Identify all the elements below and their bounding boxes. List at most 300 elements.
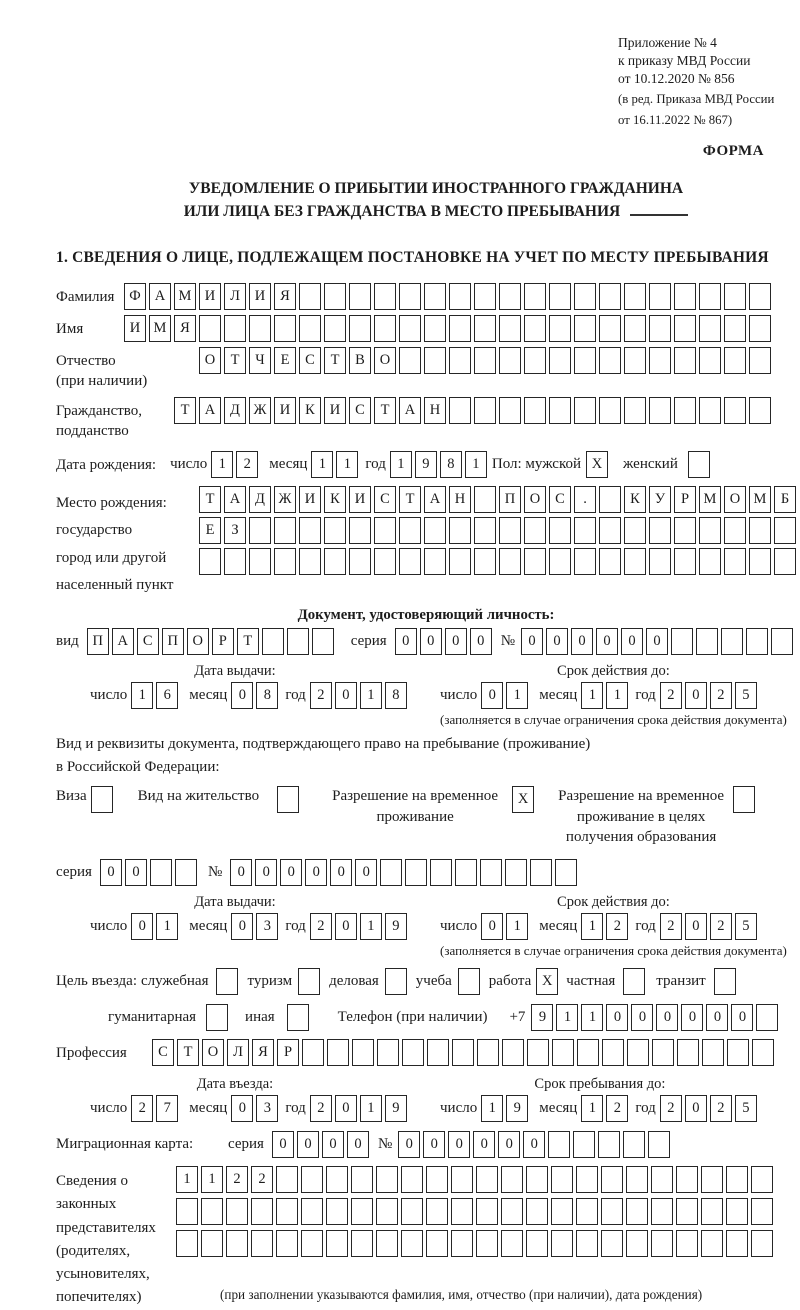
char-cell[interactable] — [474, 397, 496, 424]
char-cell[interactable] — [276, 1166, 298, 1193]
char-cell[interactable] — [549, 347, 571, 374]
char-cell[interactable] — [399, 347, 421, 374]
purpose-private-checkbox[interactable] — [623, 968, 645, 995]
char-cell[interactable]: 1 — [311, 451, 333, 478]
residence-valid-year-cells[interactable] — [660, 913, 760, 940]
char-cell[interactable]: 1 — [581, 1095, 603, 1122]
char-cell[interactable]: Н — [424, 397, 446, 424]
char-cell[interactable] — [477, 1039, 499, 1066]
char-cell[interactable]: 0 — [685, 913, 707, 940]
char-cell[interactable]: 1 — [360, 1095, 382, 1122]
residence-issue-day-cells[interactable] — [131, 913, 181, 940]
char-cell[interactable] — [626, 1166, 648, 1193]
char-cell[interactable] — [746, 628, 768, 655]
residence-issue-year-cells[interactable] — [310, 913, 410, 940]
char-cell[interactable] — [649, 347, 671, 374]
char-cell[interactable] — [549, 397, 571, 424]
char-cell[interactable] — [249, 315, 271, 342]
char-cell[interactable] — [201, 1198, 223, 1225]
char-cell[interactable] — [626, 1230, 648, 1257]
char-cell[interactable]: 1 — [506, 913, 528, 940]
char-cell[interactable] — [326, 1198, 348, 1225]
char-cell[interactable] — [652, 1039, 674, 1066]
char-cell[interactable]: Р — [277, 1039, 299, 1066]
char-cell[interactable]: 0 — [330, 859, 352, 886]
char-cell[interactable]: 0 — [255, 859, 277, 886]
char-cell[interactable] — [499, 347, 521, 374]
char-cell[interactable] — [402, 1039, 424, 1066]
char-cell[interactable] — [426, 1198, 448, 1225]
char-cell[interactable] — [399, 315, 421, 342]
char-cell[interactable]: 0 — [731, 1004, 753, 1031]
birth-month-cells[interactable] — [311, 451, 361, 478]
char-cell[interactable] — [774, 517, 796, 544]
char-cell[interactable] — [449, 347, 471, 374]
char-cell[interactable] — [499, 397, 521, 424]
char-cell[interactable] — [624, 517, 646, 544]
char-cell[interactable]: Н — [449, 486, 471, 513]
char-cell[interactable] — [624, 548, 646, 575]
char-cell[interactable] — [175, 859, 197, 886]
char-cell[interactable]: 9 — [531, 1004, 553, 1031]
char-cell[interactable]: К — [324, 486, 346, 513]
char-cell[interactable] — [377, 1039, 399, 1066]
char-cell[interactable]: 0 — [423, 1131, 445, 1158]
char-cell[interactable]: И — [349, 486, 371, 513]
char-cell[interactable]: О — [724, 486, 746, 513]
patronymic-cells[interactable] — [199, 347, 774, 374]
doc-issue-month-cells[interactable] — [231, 682, 281, 709]
given-name-cells[interactable] — [124, 315, 774, 342]
char-cell[interactable]: Т — [374, 397, 396, 424]
char-cell[interactable] — [649, 283, 671, 310]
char-cell[interactable] — [324, 315, 346, 342]
char-cell[interactable] — [752, 1039, 774, 1066]
char-cell[interactable] — [374, 283, 396, 310]
char-cell[interactable]: 1 — [360, 682, 382, 709]
residence-valid-month-cells[interactable] — [581, 913, 631, 940]
char-cell[interactable]: 1 — [211, 451, 233, 478]
char-cell[interactable] — [548, 1131, 570, 1158]
char-cell[interactable] — [451, 1230, 473, 1257]
char-cell[interactable] — [326, 1166, 348, 1193]
char-cell[interactable]: 0 — [681, 1004, 703, 1031]
char-cell[interactable]: 5 — [735, 682, 757, 709]
representatives-cells-row2[interactable] — [176, 1198, 776, 1225]
char-cell[interactable]: Т — [177, 1039, 199, 1066]
char-cell[interactable] — [505, 859, 527, 886]
char-cell[interactable]: 2 — [251, 1166, 273, 1193]
char-cell[interactable] — [524, 397, 546, 424]
purpose-study-checkbox[interactable] — [458, 968, 480, 995]
char-cell[interactable] — [374, 315, 396, 342]
char-cell[interactable] — [649, 315, 671, 342]
char-cell[interactable]: 2 — [710, 913, 732, 940]
char-cell[interactable] — [599, 548, 621, 575]
char-cell[interactable]: С — [549, 486, 571, 513]
char-cell[interactable]: 9 — [385, 913, 407, 940]
char-cell[interactable]: 0 — [231, 682, 253, 709]
char-cell[interactable]: И — [299, 486, 321, 513]
char-cell[interactable] — [455, 859, 477, 886]
char-cell[interactable] — [624, 397, 646, 424]
char-cell[interactable] — [598, 1131, 620, 1158]
char-cell[interactable]: 0 — [420, 628, 442, 655]
char-cell[interactable] — [651, 1230, 673, 1257]
char-cell[interactable]: З — [224, 517, 246, 544]
residence-number-cells[interactable] — [230, 859, 580, 886]
char-cell[interactable] — [749, 283, 771, 310]
stay-month-cells[interactable] — [581, 1095, 631, 1122]
char-cell[interactable] — [577, 1039, 599, 1066]
char-cell[interactable] — [599, 486, 621, 513]
purpose-tourism-checkbox[interactable] — [298, 968, 320, 995]
char-cell[interactable]: Т — [224, 347, 246, 374]
char-cell[interactable] — [424, 517, 446, 544]
char-cell[interactable]: 0 — [523, 1131, 545, 1158]
char-cell[interactable]: Я — [174, 315, 196, 342]
char-cell[interactable]: Т — [237, 628, 259, 655]
char-cell[interactable] — [551, 1166, 573, 1193]
char-cell[interactable] — [749, 315, 771, 342]
char-cell[interactable]: 1 — [606, 682, 628, 709]
char-cell[interactable] — [549, 548, 571, 575]
char-cell[interactable] — [430, 859, 452, 886]
char-cell[interactable]: С — [152, 1039, 174, 1066]
char-cell[interactable] — [599, 517, 621, 544]
char-cell[interactable]: О — [524, 486, 546, 513]
char-cell[interactable]: 0 — [335, 1095, 357, 1122]
mc-number-cells[interactable] — [398, 1131, 673, 1158]
char-cell[interactable] — [301, 1230, 323, 1257]
char-cell[interactable] — [349, 517, 371, 544]
char-cell[interactable] — [724, 315, 746, 342]
char-cell[interactable] — [756, 1004, 778, 1031]
doc-number-cells[interactable] — [521, 628, 796, 655]
char-cell[interactable]: 1 — [581, 913, 603, 940]
char-cell[interactable] — [474, 486, 496, 513]
residence-seriya-cells[interactable] — [100, 859, 200, 886]
char-cell[interactable]: 0 — [335, 682, 357, 709]
char-cell[interactable] — [524, 548, 546, 575]
char-cell[interactable] — [352, 1039, 374, 1066]
char-cell[interactable]: 1 — [506, 682, 528, 709]
char-cell[interactable]: 0 — [280, 859, 302, 886]
char-cell[interactable] — [726, 1198, 748, 1225]
char-cell[interactable] — [624, 347, 646, 374]
char-cell[interactable]: 0 — [631, 1004, 653, 1031]
char-cell[interactable] — [649, 397, 671, 424]
char-cell[interactable] — [674, 315, 696, 342]
char-cell[interactable]: Л — [227, 1039, 249, 1066]
char-cell[interactable] — [701, 1198, 723, 1225]
birth-day-cells[interactable] — [211, 451, 261, 478]
char-cell[interactable] — [574, 397, 596, 424]
char-cell[interactable]: Р — [674, 486, 696, 513]
char-cell[interactable] — [671, 628, 693, 655]
residence-valid-day-cells[interactable] — [481, 913, 531, 940]
char-cell[interactable]: 2 — [310, 682, 332, 709]
doc-issue-day-cells[interactable] — [131, 682, 181, 709]
char-cell[interactable]: Ж — [249, 397, 271, 424]
char-cell[interactable] — [276, 1230, 298, 1257]
char-cell[interactable] — [401, 1198, 423, 1225]
profession-cells[interactable] — [152, 1039, 777, 1066]
char-cell[interactable] — [601, 1230, 623, 1257]
char-cell[interactable]: 3 — [256, 1095, 278, 1122]
char-cell[interactable]: Т — [324, 347, 346, 374]
char-cell[interactable] — [299, 517, 321, 544]
char-cell[interactable] — [474, 347, 496, 374]
char-cell[interactable] — [599, 283, 621, 310]
char-cell[interactable]: Я — [274, 283, 296, 310]
char-cell[interactable] — [451, 1198, 473, 1225]
purpose-official-checkbox[interactable] — [216, 968, 238, 995]
char-cell[interactable]: М — [749, 486, 771, 513]
char-cell[interactable] — [576, 1230, 598, 1257]
char-cell[interactable]: Ф — [124, 283, 146, 310]
char-cell[interactable]: 9 — [385, 1095, 407, 1122]
char-cell[interactable] — [299, 315, 321, 342]
char-cell[interactable]: 0 — [231, 1095, 253, 1122]
char-cell[interactable]: А — [399, 397, 421, 424]
char-cell[interactable] — [724, 283, 746, 310]
birth-place-cells-row3[interactable] — [199, 548, 799, 575]
char-cell[interactable] — [696, 628, 718, 655]
char-cell[interactable] — [626, 1198, 648, 1225]
char-cell[interactable]: 0 — [355, 859, 377, 886]
char-cell[interactable]: У — [649, 486, 671, 513]
char-cell[interactable] — [574, 548, 596, 575]
char-cell[interactable] — [251, 1230, 273, 1257]
char-cell[interactable]: 2 — [660, 682, 682, 709]
char-cell[interactable]: И — [274, 397, 296, 424]
sex-female-checkbox[interactable] — [688, 451, 710, 478]
char-cell[interactable] — [474, 548, 496, 575]
char-cell[interactable]: 8 — [385, 682, 407, 709]
char-cell[interactable]: В — [349, 347, 371, 374]
char-cell[interactable] — [555, 859, 577, 886]
char-cell[interactable]: 0 — [445, 628, 467, 655]
char-cell[interactable] — [699, 347, 721, 374]
char-cell[interactable] — [176, 1198, 198, 1225]
char-cell[interactable] — [449, 517, 471, 544]
char-cell[interactable]: Л — [224, 283, 246, 310]
char-cell[interactable] — [623, 1131, 645, 1158]
char-cell[interactable]: 0 — [230, 859, 252, 886]
char-cell[interactable] — [526, 1198, 548, 1225]
char-cell[interactable]: 0 — [335, 913, 357, 940]
char-cell[interactable]: 0 — [448, 1131, 470, 1158]
char-cell[interactable]: Д — [224, 397, 246, 424]
char-cell[interactable]: 8 — [440, 451, 462, 478]
char-cell[interactable]: П — [499, 486, 521, 513]
char-cell[interactable] — [573, 1131, 595, 1158]
doc-valid-day-cells[interactable] — [481, 682, 531, 709]
char-cell[interactable] — [576, 1166, 598, 1193]
char-cell[interactable] — [399, 517, 421, 544]
entry-month-cells[interactable] — [231, 1095, 281, 1122]
char-cell[interactable] — [405, 859, 427, 886]
char-cell[interactable] — [501, 1166, 523, 1193]
char-cell[interactable]: 0 — [596, 628, 618, 655]
birth-place-cells-row1[interactable] — [199, 486, 799, 513]
char-cell[interactable]: 8 — [256, 682, 278, 709]
char-cell[interactable] — [199, 315, 221, 342]
char-cell[interactable]: А — [112, 628, 134, 655]
char-cell[interactable] — [701, 1166, 723, 1193]
char-cell[interactable] — [374, 517, 396, 544]
char-cell[interactable] — [699, 315, 721, 342]
char-cell[interactable] — [399, 283, 421, 310]
char-cell[interactable]: 5 — [735, 1095, 757, 1122]
char-cell[interactable] — [699, 548, 721, 575]
surname-cells[interactable] — [124, 283, 774, 310]
char-cell[interactable]: 1 — [336, 451, 358, 478]
char-cell[interactable]: 1 — [156, 913, 178, 940]
char-cell[interactable] — [574, 517, 596, 544]
char-cell[interactable] — [524, 283, 546, 310]
char-cell[interactable] — [424, 283, 446, 310]
char-cell[interactable]: 0 — [606, 1004, 628, 1031]
char-cell[interactable]: Д — [249, 486, 271, 513]
char-cell[interactable]: Е — [274, 347, 296, 374]
char-cell[interactable]: 0 — [481, 913, 503, 940]
char-cell[interactable]: 0 — [473, 1131, 495, 1158]
char-cell[interactable] — [602, 1039, 624, 1066]
representatives-cells-row3[interactable] — [176, 1230, 776, 1257]
char-cell[interactable]: 0 — [305, 859, 327, 886]
temp-residence-edu-checkbox[interactable] — [733, 786, 755, 813]
char-cell[interactable] — [401, 1230, 423, 1257]
char-cell[interactable]: И — [124, 315, 146, 342]
char-cell[interactable] — [426, 1166, 448, 1193]
char-cell[interactable] — [721, 628, 743, 655]
char-cell[interactable]: 1 — [581, 1004, 603, 1031]
char-cell[interactable] — [380, 859, 402, 886]
char-cell[interactable] — [574, 347, 596, 374]
char-cell[interactable] — [501, 1198, 523, 1225]
char-cell[interactable] — [276, 1198, 298, 1225]
char-cell[interactable] — [627, 1039, 649, 1066]
char-cell[interactable] — [301, 1166, 323, 1193]
char-cell[interactable] — [749, 548, 771, 575]
char-cell[interactable] — [150, 859, 172, 886]
birth-place-cells-row2[interactable] — [199, 517, 799, 544]
doc-valid-month-cells[interactable] — [581, 682, 631, 709]
char-cell[interactable] — [351, 1198, 373, 1225]
char-cell[interactable]: 2 — [660, 913, 682, 940]
char-cell[interactable] — [474, 283, 496, 310]
char-cell[interactable]: И — [199, 283, 221, 310]
char-cell[interactable]: О — [199, 347, 221, 374]
char-cell[interactable] — [302, 1039, 324, 1066]
char-cell[interactable] — [499, 283, 521, 310]
char-cell[interactable]: О — [202, 1039, 224, 1066]
char-cell[interactable] — [501, 1230, 523, 1257]
representatives-cells-row1[interactable] — [176, 1166, 776, 1193]
char-cell[interactable]: М — [149, 315, 171, 342]
entry-day-cells[interactable] — [131, 1095, 181, 1122]
char-cell[interactable] — [724, 517, 746, 544]
char-cell[interactable]: 0 — [398, 1131, 420, 1158]
char-cell[interactable]: 2 — [710, 1095, 732, 1122]
char-cell[interactable] — [374, 548, 396, 575]
char-cell[interactable] — [249, 548, 271, 575]
char-cell[interactable]: 0 — [685, 682, 707, 709]
char-cell[interactable] — [549, 517, 571, 544]
char-cell[interactable] — [224, 315, 246, 342]
char-cell[interactable] — [376, 1230, 398, 1257]
char-cell[interactable]: С — [374, 486, 396, 513]
birth-year-cells[interactable] — [390, 451, 490, 478]
char-cell[interactable] — [449, 397, 471, 424]
char-cell[interactable] — [324, 517, 346, 544]
char-cell[interactable]: 9 — [415, 451, 437, 478]
char-cell[interactable] — [349, 283, 371, 310]
char-cell[interactable] — [676, 1166, 698, 1193]
char-cell[interactable] — [451, 1166, 473, 1193]
char-cell[interactable] — [676, 1230, 698, 1257]
char-cell[interactable] — [274, 517, 296, 544]
char-cell[interactable]: 7 — [156, 1095, 178, 1122]
char-cell[interactable] — [674, 283, 696, 310]
char-cell[interactable] — [226, 1198, 248, 1225]
char-cell[interactable] — [474, 517, 496, 544]
phone-cells[interactable] — [531, 1004, 781, 1031]
char-cell[interactable] — [751, 1230, 773, 1257]
char-cell[interactable]: П — [87, 628, 109, 655]
char-cell[interactable]: С — [349, 397, 371, 424]
char-cell[interactable] — [274, 315, 296, 342]
char-cell[interactable]: 1 — [481, 1095, 503, 1122]
char-cell[interactable] — [476, 1230, 498, 1257]
char-cell[interactable]: 0 — [521, 628, 543, 655]
temp-residence-checkbox[interactable]: X — [512, 786, 534, 813]
char-cell[interactable]: 0 — [322, 1131, 344, 1158]
char-cell[interactable] — [674, 397, 696, 424]
char-cell[interactable]: 0 — [297, 1131, 319, 1158]
char-cell[interactable] — [749, 347, 771, 374]
char-cell[interactable] — [699, 283, 721, 310]
char-cell[interactable]: 1 — [390, 451, 412, 478]
char-cell[interactable] — [376, 1198, 398, 1225]
char-cell[interactable] — [427, 1039, 449, 1066]
char-cell[interactable] — [312, 628, 334, 655]
purpose-business-checkbox[interactable] — [385, 968, 407, 995]
char-cell[interactable]: 0 — [706, 1004, 728, 1031]
char-cell[interactable]: 0 — [685, 1095, 707, 1122]
char-cell[interactable] — [648, 1131, 670, 1158]
char-cell[interactable] — [649, 548, 671, 575]
char-cell[interactable]: 1 — [201, 1166, 223, 1193]
char-cell[interactable] — [476, 1198, 498, 1225]
char-cell[interactable] — [262, 628, 284, 655]
char-cell[interactable] — [774, 548, 796, 575]
sex-male-checkbox[interactable]: X — [586, 451, 608, 478]
char-cell[interactable] — [551, 1198, 573, 1225]
char-cell[interactable]: Ж — [274, 486, 296, 513]
char-cell[interactable]: 5 — [735, 913, 757, 940]
residence-issue-month-cells[interactable] — [231, 913, 281, 940]
char-cell[interactable] — [449, 315, 471, 342]
char-cell[interactable] — [677, 1039, 699, 1066]
char-cell[interactable]: Т — [399, 486, 421, 513]
char-cell[interactable]: Е — [199, 517, 221, 544]
char-cell[interactable] — [201, 1230, 223, 1257]
char-cell[interactable]: 0 — [347, 1131, 369, 1158]
char-cell[interactable] — [326, 1230, 348, 1257]
